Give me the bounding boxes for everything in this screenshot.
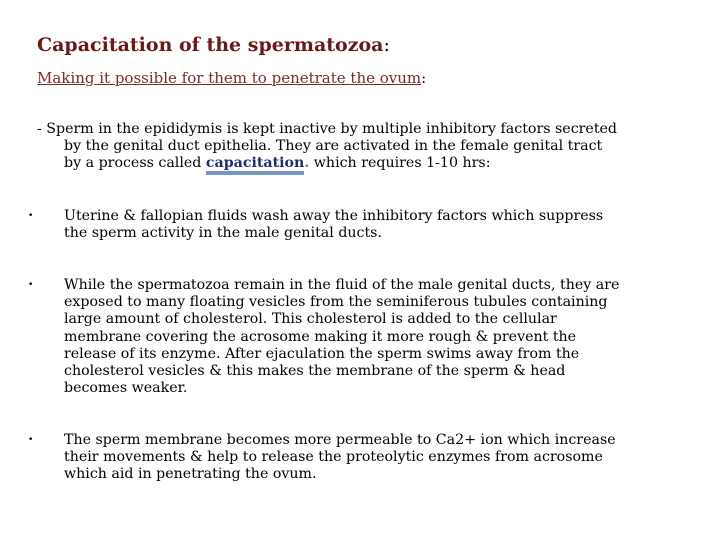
bullet-2-line-1: While the spermatozoa remain in the fluid of the male genital ducts, they are — [64, 277, 620, 293]
slide-subtitle-colon: : — [421, 69, 427, 87]
intro-line-2: by the genital duct epithelia. They are activated in the female genital tract — [64, 138, 603, 155]
slide-subtitle-text: Making it possible for them to penetrate the ovum — [37, 69, 422, 87]
slide-title-colon: : — [383, 34, 390, 56]
bullet-1-line-2: the sperm activity in the male genital ducts. — [64, 225, 382, 242]
bullet-text-2 — [64, 277, 694, 397]
bullet-3-line-3: which aid in penetrating the ovum. — [64, 466, 317, 483]
bullet-2-line-4: membrane covering the acrosome making it more rough & prevent the — [64, 328, 577, 345]
bullet-marker-icon: • — [28, 280, 34, 290]
slide-title — [37, 31, 697, 59]
bullet-marker-icon: • — [28, 211, 34, 221]
bullet-text-3 — [64, 432, 694, 484]
capacitation-highlight: capacitation — [206, 155, 304, 175]
capacitation-dot: . — [304, 155, 310, 172]
intro-line-1: - Sperm in the epididymis is kept inactive by multiple inhibitory factors secreted — [37, 121, 618, 137]
bullet-1-line-1: Uterine & fallopian fluids wash away the inhibitory factors which suppress — [64, 208, 604, 224]
intro-line-3-after: which requires 1-10 hrs: — [309, 155, 491, 172]
slide-subtitle — [37, 66, 697, 90]
bullet-2-line-6: cholesterol vesicles & this makes the membrane of the sperm & head — [64, 363, 566, 380]
bullet-3-line-2: their movements & help to release the proteolytic enzymes from acrosome — [64, 449, 603, 466]
bullet-2-line-5: release of its enzyme. After ejaculation the sperm swims away from the — [64, 345, 580, 362]
bullet-marker-icon: • — [28, 435, 34, 445]
bullet-3-line-1: The sperm membrane becomes more permeable to Ca2+ ion which increase — [64, 432, 616, 448]
intro-line-3 — [37, 155, 687, 172]
bullet-2-line-2: exposed to many floating vesicles from the seminiferous tubules containing — [64, 294, 608, 311]
slide-title-text: Capacitation of the spermatozoa — [37, 34, 384, 56]
bullet-text-1 — [64, 208, 694, 242]
intro-paragraph — [37, 121, 687, 173]
intro-line-3-before: by a process called — [64, 155, 206, 172]
bullet-2-line-3: large amount of cholesterol. This cholesterol is added to the cellular — [64, 311, 557, 328]
bullet-2-line-7: becomes weaker. — [64, 380, 188, 397]
